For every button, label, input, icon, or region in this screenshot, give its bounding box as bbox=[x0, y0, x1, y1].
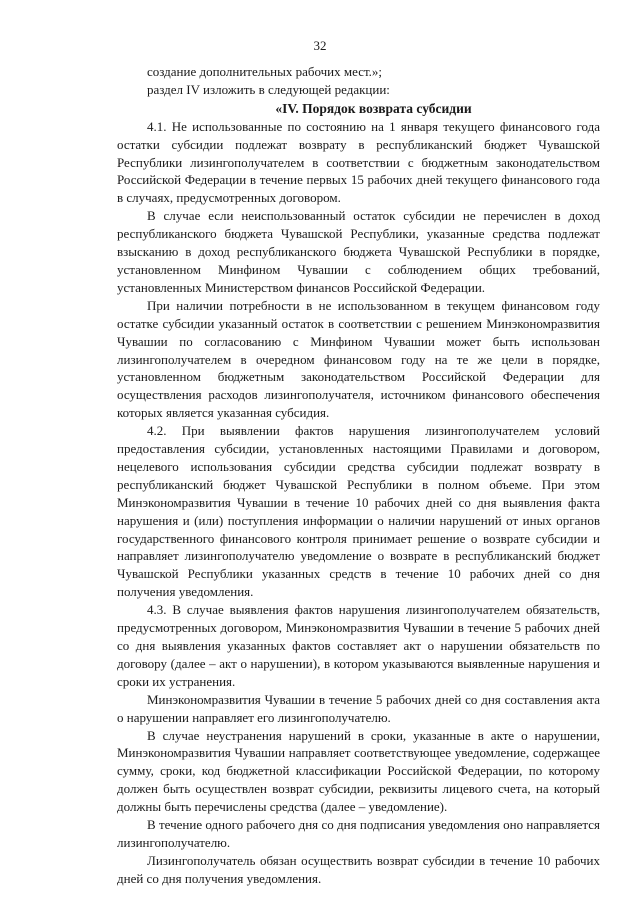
paragraph: 4.1. Не использованные по состоянию на 1 января текущего финансового года остатки субсидии подлежат возврату в республиканский бюджет Чувашской Республики лизингополучателем в соответствии с бюджетным законодательством Российской Федерации в течение первых 15 рабочих дней текущего финансового года в случаях, предусмотренных договором. bbox=[117, 118, 600, 206]
paragraph: Минэкономразвития Чувашии в течение 5 рабочих дней со дня составления акта о нарушении направляет его лизингополучателю. bbox=[117, 691, 600, 725]
page-number: 32 bbox=[313, 38, 327, 53]
document-body bbox=[117, 63, 600, 888]
paragraph: Лизингополучатель обязан осуществить возврат субсидии в течение 10 рабочих дней со дня получения уведомления. bbox=[117, 852, 600, 886]
paragraph: В случае если неиспользованный остаток субсидии не перечислен в доход республиканского бюджета Чувашской Республики, указанные средства подлежат взысканию в доход республиканского бюджета Чувашской Республики в порядке, установленном Минфином Чувашии с соблюдением общих требований, установленных Министерством финансов Российской Федерации. bbox=[117, 208, 600, 295]
paragraph: В течение одного рабочего дня со дня подписания уведомления оно направляется лизингополучателю. bbox=[117, 817, 600, 850]
paragraph: При наличии потребности в не использованном в текущем финансовом году остатке субсидии указанный остаток в соответствии с решением Минэкономразвития Чувашии по согласованию с Минфином Чувашии может быть использован лизингополучателем в очередном финансовом году на те же цели в порядке, установленном бюджетным законодательством Российской Федерации для осуществления расходов лизингополучателя, источником финансового обеспечения которых является указанная субсидия. bbox=[117, 297, 600, 421]
section-title: «IV. Порядок возврата субсидии bbox=[275, 100, 472, 116]
paragraph: 4.3. В случае выявления фактов нарушения лизингополучателем обязательств, предусмотренных договором, Минэкономразвития Чувашии в течение 5 рабочих дней со дня выявления указанных фактов составляет акт о нарушении обязательств по договору (далее – акт о нарушении), в котором указываются выявленные нарушения и сроки их устранения. bbox=[117, 602, 600, 689]
paragraph: 4.2. При выявлении фактов нарушения лизингополучателем условий предоставления субсидии, установленных настоящими Правилами и договором, нецелевого использования субсидии средства субсидии подлежат возврату в республиканский бюджет Чувашской Республики в полном объеме. При этом Минэкономразвития Чувашии в течение 10 рабочих дней со дня выявления факта нарушения и (или) поступления информации о наличии нарушений от иных органов государственного финансового контроля принимает решение о возврате субсидии и направляет лизингополучателю уведомление о возврате в республиканский бюджет Чувашской Республики указанных средств в течение 10 рабочих дней со дня получения уведомления. bbox=[117, 423, 600, 600]
paragraph: В случае неустранения нарушений в сроки, указанные в акте о нарушении, Минэкономразвития Чувашии направляет соответствующее уведомление, содержащее сумму, сроки, код бюджетной классификации Российской Федерации, по которому должен быть осуществлен возврат субсидии, реквизиты лицевого счета, на который должны быть перечислены средства (далее – уведомление). bbox=[117, 727, 600, 815]
intro-line: создание дополнительных рабочих мест.»; bbox=[147, 64, 383, 79]
intro-line: раздел IV изложить в следующей редакции: bbox=[147, 81, 390, 97]
